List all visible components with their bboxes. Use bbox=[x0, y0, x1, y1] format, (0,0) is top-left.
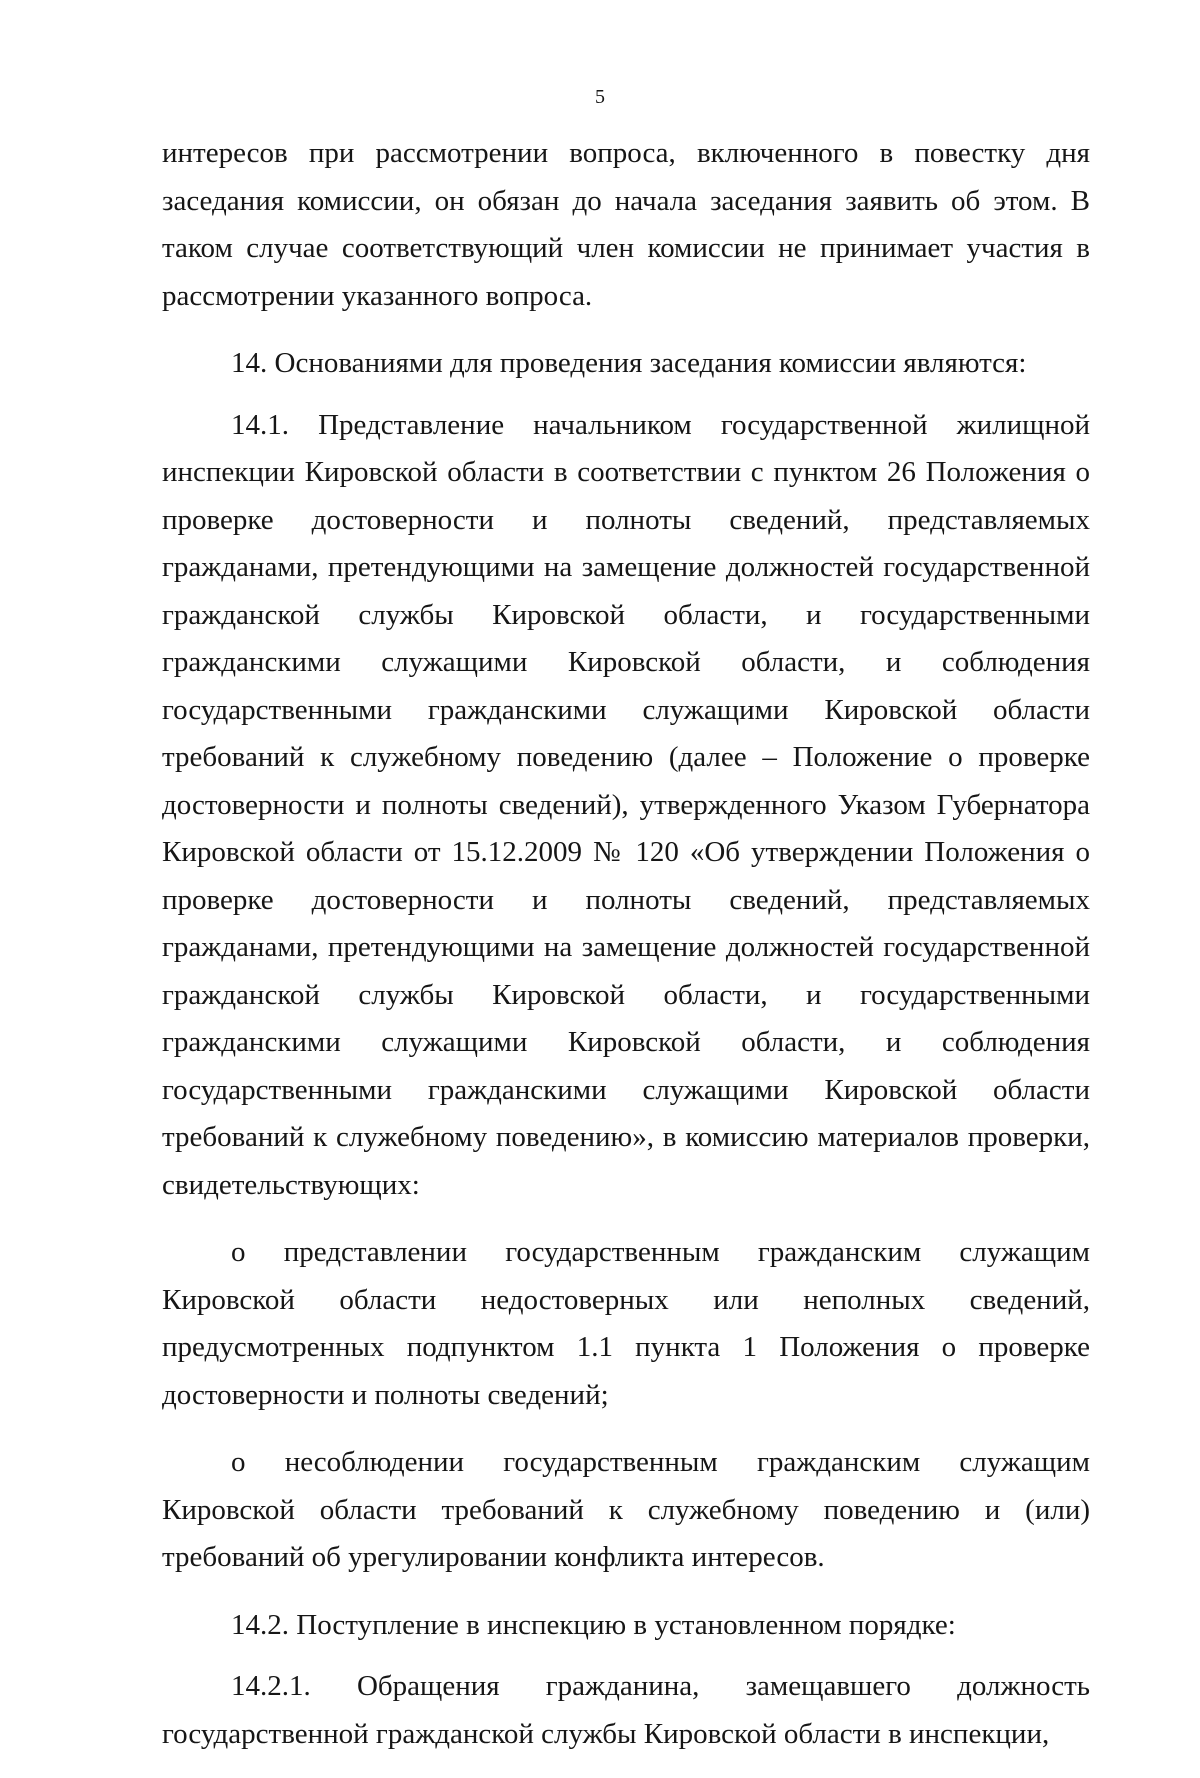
paragraph-14-1-item-1: о представлении государственным гражданским служащим Кировской области недостоверных или неполных сведений, предусмотренных подпунктом 1.1 пункта 1 Положения о проверке достоверности и полноты сведений; bbox=[162, 1236, 1090, 1411]
paragraph-14: 14. Основаниями для проведения заседания комиссии являются: bbox=[231, 347, 1027, 379]
page-number: 5 bbox=[595, 86, 605, 108]
paragraph-continuation: интересов при рассмотрении вопроса, включенного в повестку дня заседания комиссии, он обязан до начала заседания заявить об этом. В таком случае соответствующий член комиссии не принимает участия в рассмотрении указанного вопроса. bbox=[162, 137, 1090, 312]
paragraph-14-2: 14.2. Поступление в инспекцию в установленном порядке: bbox=[231, 1608, 956, 1641]
paragraph-14-1: 14.1. Представление начальником государственной жилищной инспекции Кировской области в соответствии с пунктом 26 Положения о проверке достоверности и полноты сведений, представляемых гражданами, претендующими на замещение должностей государственной гражданской службы Кировской области, и государственными гражданскими служащими Кировской области, и соблюдения государственными гражданскими служащими Кировской области требований к служебному поведению (далее – Положение о проверке достоверности и полноты сведений), утвержденного Указом Губернатора Кировской области от 15.12.2009 № 120 «Об утверждении Положения о проверке достоверности и полноты сведений, представляемых гражданами, претендующими на замещение должностей государственной гражданской службы Кировской области, и государственными гражданскими служащими Кировской области, и соблюдения государственными гражданскими служащими Кировской области требований к служебному поведению», в комиссию материалов проверки, свидетельствующих: bbox=[162, 408, 1090, 1201]
paragraph-14-1-item-2: о несоблюдении государственным гражданским служащим Кировской области требований к служебному поведению и (или) требований об урегулировании конфликта интересов. bbox=[162, 1446, 1090, 1573]
document-body bbox=[162, 130, 1090, 1778]
paragraph-14-2-1: 14.2.1. Обращения гражданина, замещавшего должность государственной гражданской службы Кировской области в инспекции, bbox=[162, 1670, 1090, 1750]
